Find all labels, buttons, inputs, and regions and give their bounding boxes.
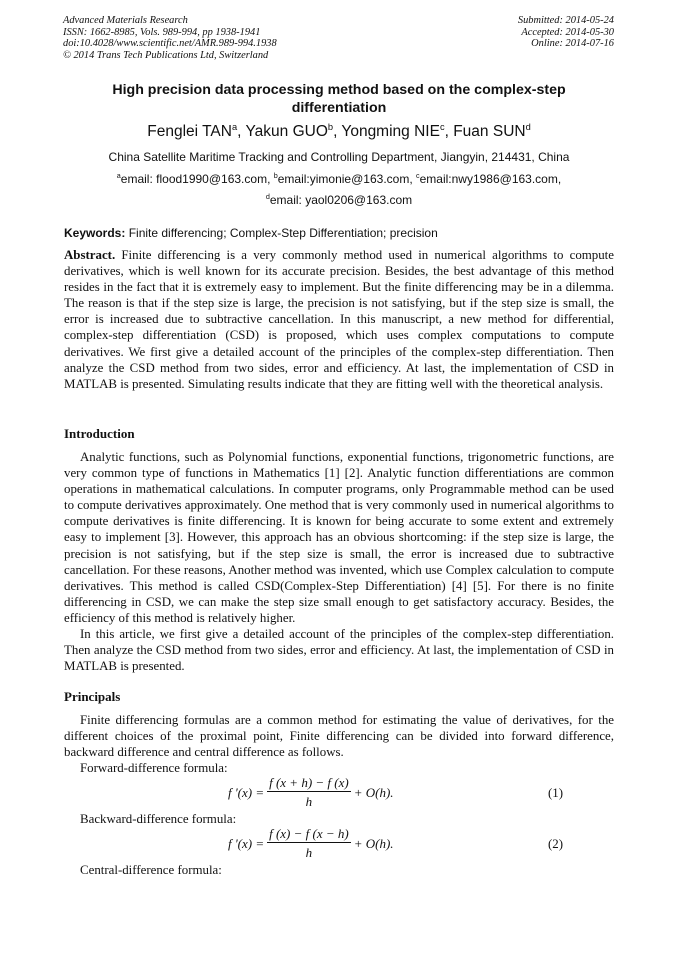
author-list: Fenglei TAN$^a$, Yakun GUO$^b$, Yongming NIE$^c$, Fuan SUN$^d$ <box>147 121 531 140</box>
equation-number: (2) <box>548 837 564 851</box>
introduction-heading: Introduction <box>64 426 135 441</box>
accepted-date: Accepted: 2014-05-30 <box>521 26 614 38</box>
principals-body <box>64 712 614 760</box>
equation-lhs: f '(x) = <box>228 835 265 851</box>
principals-paragraph: Finite differencing formulas are a common method for estimating the value of derivatives, for the different choices of the proximal point, Finite differencing can be divided into forward difference, backward difference and central difference as follows. <box>64 713 614 760</box>
abstract-text: Finite differencing is a very commonly method used in numerical algorithms to compute derivatives, which is well known for its accurate precision. Besides, the best advantage of this method resides in the fact that it is extremely easy to implement. But the finite differencing may be in a dilemma. The reason is that if the step size is large, the precision is not satisfying, but if the step size is small, the error is increased due to subtractive cancellation. In this manuscript, a new method for differential, complex-step differentiation (CSD) is proposed, which uses complex computations to compute derivatives. We first give a detailed account of the principles of the complex-step differentiation. Then analyze the CSD method from two sides, error and efficiency. At last, the implementation of CSD in MATLAB is presented. Simulating results indicate that they are fitting well with the theoretical analysis. <box>64 248 614 391</box>
journal-doi: doi:10.4028/www.scientific.net/AMR.989-994.1938 <box>63 38 277 50</box>
author-superscript: a <box>231 121 238 132</box>
affiliation: China Satellite Maritime Tracking and Controlling Department, Jiangyin, 214431, China <box>108 150 570 164</box>
introduction-body <box>64 449 614 674</box>
author-name: Fuan SUN <box>453 123 526 140</box>
email-line-2 <box>64 190 614 211</box>
abstract <box>64 247 614 392</box>
author-superscript: d <box>525 121 531 132</box>
email-d: email: yaol0206@163.com <box>269 193 413 207</box>
principals-heading: Principals <box>64 689 121 704</box>
journal-name: Advanced Materials Research <box>63 15 188 26</box>
paper-title: High precision data processing method based on the complex-step differentiation <box>112 82 566 116</box>
keywords-text: Finite differencing; Complex-Step Differentiation; precision <box>128 226 438 240</box>
author-superscript: b <box>327 121 334 132</box>
equation-fraction <box>267 826 351 861</box>
email-a: email: flood1990@163.com, <box>120 172 271 186</box>
equation-numerator: f (x + h) − f (x) <box>269 775 349 790</box>
equation-number: (1) <box>548 786 564 800</box>
keywords-label: Keywords: <box>64 226 126 240</box>
email-b: email:yimonie@163.com, <box>277 172 413 186</box>
online-date: Online: 2014-07-16 <box>531 38 614 50</box>
email-c: email:nwy1986@163.com, <box>419 172 562 186</box>
introduction-paragraph: In this article, we first give a detailed account of the principles of the complex-step differentiation. Then analyze the CSD method from two sides, error and efficiency. At last, the implementation of CSD in MATLAB is presented. <box>64 627 614 674</box>
equation-fraction <box>267 775 351 810</box>
equation-rhs: + O(h). <box>353 835 394 851</box>
abstract-label: Abstract. <box>64 248 116 262</box>
equation-denominator: h <box>305 845 313 860</box>
author-emails <box>64 169 614 211</box>
submitted-date: Submitted: 2014-05-24 <box>517 15 614 26</box>
equation-forward-difference <box>228 775 394 810</box>
dates-info <box>518 15 614 50</box>
email-superscript: c <box>416 171 420 180</box>
keywords <box>64 225 614 241</box>
email-superscript: a <box>116 171 121 180</box>
equation-backward-difference <box>228 826 394 861</box>
equation-lhs: f '(x) = <box>228 784 265 800</box>
journal-copyright: © 2014 Trans Tech Publications Ltd, Switzerland <box>63 49 269 61</box>
journal-info <box>63 15 277 61</box>
equation-numerator: f (x) − f (x − h) <box>269 826 349 841</box>
email-superscript: d <box>265 192 270 201</box>
email-line-1 <box>64 169 614 190</box>
journal-issn: ISSN: 1662-8985, Vols. 989-994, pp 1938-1941 <box>63 26 261 38</box>
author-superscript: c <box>439 121 445 132</box>
author-name: Fenglei TAN <box>147 123 232 140</box>
equation-denominator: h <box>305 794 313 809</box>
email-superscript: b <box>273 171 278 180</box>
equation-rhs: + O(h). <box>353 784 394 800</box>
central-difference-label: Central-difference formula: <box>80 863 222 877</box>
introduction-paragraph: Analytic functions, such as Polynomial functions, exponential functions, trigonometric functions, are very common type of functions in Mathematics [1] [2]. Analytic function differentiations are common operations in mathematical calculations. In computer programs, only Programmable method can be used to compute derivatives approximately. One method that is very commonly used in numerical algorithms to compute derivatives is finite differencing. It is known for being accurate to some extent and extremely easy to implement [3]. However, this approach has an obvious shortcoming: if the step size is large, the precision is not satisfying, but if the step size is small, the error is increased due to subtractive cancellation. For these reasons, Another method was invented, which use Complex calculation to compute derivatives. This method is called CSD(Complex-Step Differentiation) [4] [5]. For there is no finite differencing in CSD, we can make the step size small enough to get satisfactory accuracy. Besides, the efficiency of this method is relatively higher. <box>64 450 614 625</box>
author-name: Yakun GUO <box>245 123 328 140</box>
backward-difference-label: Backward-difference formula: <box>80 812 237 826</box>
forward-difference-label: Forward-difference formula: <box>80 761 228 775</box>
author-name: Yongming NIE <box>341 123 440 140</box>
